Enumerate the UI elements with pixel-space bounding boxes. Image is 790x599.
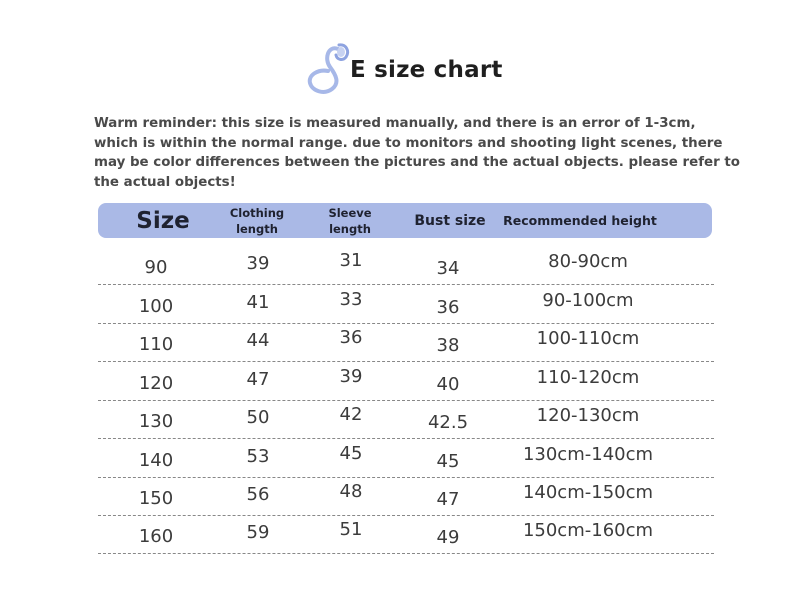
cell-clothing: 44 (246, 330, 270, 351)
cell-height: 80-90cm (548, 251, 628, 272)
cell-clothing: 50 (246, 407, 270, 428)
cell-size: 140 (138, 450, 174, 471)
chart-title-block (306, 40, 503, 96)
cell-size: 90 (144, 257, 168, 278)
cell-sleeve: 42 (339, 404, 363, 425)
cell-size: 100 (138, 296, 174, 317)
cell-clothing: 53 (246, 446, 270, 467)
table-row (98, 401, 714, 439)
cell-height: 90-100cm (542, 290, 634, 311)
cell-height: 120-130cm (536, 405, 640, 426)
cell-height: 140cm-150cm (522, 482, 654, 503)
table-row (98, 324, 714, 362)
cell-bust: 49 (436, 527, 460, 548)
warm-reminder-text: Warm reminder: this size is measured manually, and there is an error of 1-3cm, which is within the normal range. due to monitors and shooting light scenes, there may be color differences between the pictures and the actual objects. please refer to the actual objects! (94, 116, 740, 190)
table-row (98, 363, 714, 401)
cell-bust: 45 (436, 451, 460, 472)
cell-size: 110 (138, 334, 174, 355)
cell-bust: 34 (436, 258, 460, 279)
cell-clothing: 47 (246, 369, 270, 390)
table-row (98, 516, 714, 554)
header-size: Size (136, 207, 190, 234)
cell-sleeve: 36 (339, 327, 363, 348)
cell-clothing: 56 (246, 484, 270, 505)
cell-bust: 42.5 (427, 412, 469, 433)
cell-clothing: 39 (246, 253, 270, 274)
table-header (98, 203, 712, 238)
cell-clothing: 59 (246, 522, 270, 543)
hanger-loop-icon (306, 41, 354, 95)
cell-clothing: 41 (246, 292, 270, 313)
header-sleeve-length: Sleeve length (328, 205, 372, 236)
table-row (98, 440, 714, 478)
header-bust-size: Bust size (414, 212, 486, 229)
table-row (98, 247, 714, 285)
table-row (98, 478, 714, 516)
cell-size: 130 (138, 411, 174, 432)
cell-size: 160 (138, 526, 174, 547)
cell-height: 150cm-160cm (522, 520, 654, 541)
cell-height: 100-110cm (536, 328, 640, 349)
cell-size: 120 (138, 373, 174, 394)
cell-sleeve: 33 (339, 289, 363, 310)
cell-sleeve: 48 (339, 481, 363, 502)
cell-sleeve: 31 (339, 250, 363, 271)
table-row (98, 286, 714, 324)
cell-bust: 38 (436, 335, 460, 356)
cell-size: 150 (138, 488, 174, 509)
cell-sleeve: 45 (339, 443, 363, 464)
cell-sleeve: 39 (339, 366, 363, 387)
cell-bust: 47 (436, 489, 460, 510)
cell-sleeve: 51 (339, 519, 363, 540)
cell-bust: 36 (436, 297, 460, 318)
header-recommended-height: Recommended height (503, 213, 657, 228)
cell-height: 110-120cm (536, 367, 640, 388)
cell-height: 130cm-140cm (522, 444, 654, 465)
cell-bust: 40 (436, 374, 460, 395)
page-title: E size chart (350, 57, 503, 83)
header-clothing-length: Clothing length (229, 205, 285, 236)
